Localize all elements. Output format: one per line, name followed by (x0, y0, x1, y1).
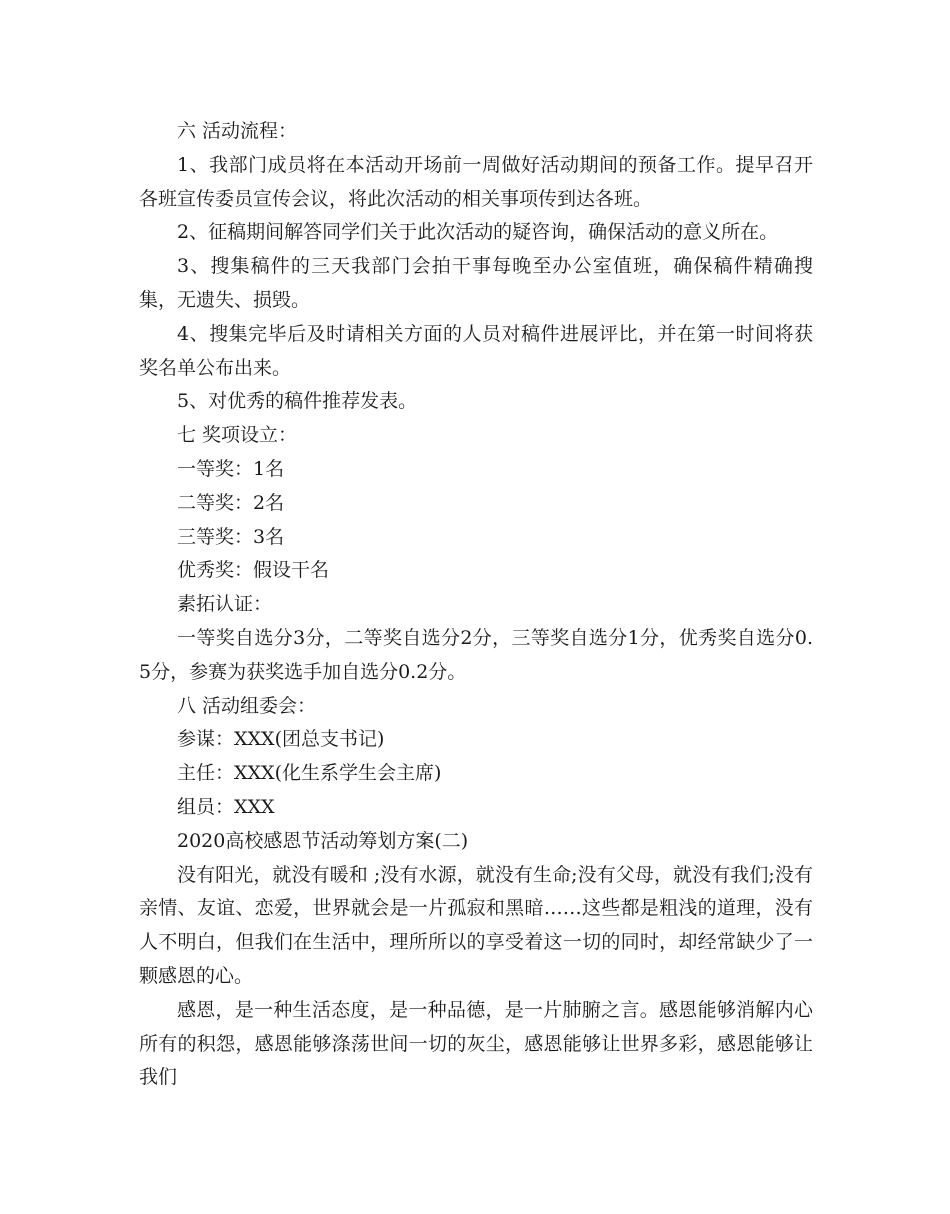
committee-line: 参谋：XXX(团总支书记) (177, 728, 385, 751)
document-body (139, 115, 813, 1095)
paragraph: 5、对优秀的稿件推荐发表。 (177, 390, 418, 413)
committee-line: 主任：XXX(化生系学生会主席) (177, 762, 442, 785)
paragraph: 3、搜集稿件的三天我部门会拍干事每晚至办公室值班，确保稿件精确搜集，无遗失、损毁。 (139, 255, 813, 311)
award-line: 一等奖：1名 (177, 457, 285, 480)
committee-line: 组员：XXX (177, 795, 275, 818)
award-line: 优秀奖：假设干名 (177, 559, 330, 582)
section-heading-committee: 八 活动组委会： (177, 694, 317, 717)
award-line: 二等奖：2名 (177, 491, 285, 514)
paragraph: 4、搜集完毕后及时请相关方面的人员对稿件进展评比，并在第一时间将获奖名单公布出来。 (139, 322, 813, 379)
section-heading-process: 六 活动流程： (177, 120, 298, 142)
paragraph: 2、征稿期间解答同学们关于此次活动的疑咨询，确保活动的意义所在。 (177, 221, 779, 244)
section-heading-awards: 七 奖项设立： (177, 424, 298, 447)
paragraph: 感恩，是一种生活态度，是一种品德，是一片肺腑之言。感恩能够消解内心所有的积怨，感恩能够涤荡世间一切的灰尘，感恩能够让世界多彩，感恩能够让我们 (139, 998, 813, 1089)
document-subtitle: 2020高校感恩节活动筹划方案(二) (177, 829, 469, 852)
paragraph: 素拓认证： (177, 593, 273, 616)
award-line: 三等奖：3名 (177, 525, 285, 548)
paragraph: 一等奖自选分3分，二等奖自选分2分，三等奖自选分1分，优秀奖自选分0.5分，参赛为获奖选手加自选分0.2分。 (139, 626, 813, 683)
paragraph: 1、我部门成员将在本活动开场前一周做好活动期间的预备工作。提早召开各班宣传委员宣传会议，将此次活动的相关事项传到达各班。 (139, 153, 813, 210)
paragraph: 没有阳光，就没有暖和 ;没有水源，就没有生命;没有父母，就没有我们;没有亲情、友谊、恋爱，世界就会是一片孤寂和黑暗……这些都是粗浅的道理，没有人不明白，但我们在生活中，理所所以的享受着这一切的同时，却经常缺少了一颗感恩的心。 (139, 863, 813, 987)
